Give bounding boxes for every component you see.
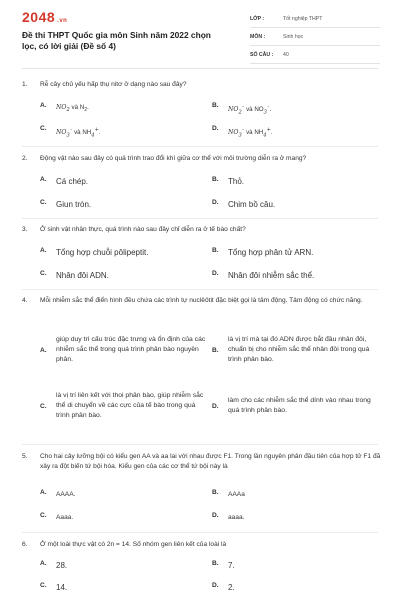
option-letter: C. xyxy=(40,512,47,519)
header-divider xyxy=(22,68,378,69)
meta-value: Tốt nghiệp THPT xyxy=(283,15,323,22)
option-a[interactable] xyxy=(40,560,67,571)
option-text: 28. xyxy=(56,561,68,570)
option-letter: C. xyxy=(40,402,47,410)
option-c[interactable] xyxy=(40,582,67,593)
exam-header xyxy=(0,0,400,70)
question-stem xyxy=(22,80,382,90)
question-text: Ở sinh vật nhân thực, quá trình nào sau đây chỉ diễn ra ở tế bào chất? xyxy=(40,226,246,233)
question-divider xyxy=(22,444,378,445)
option-a[interactable] xyxy=(40,102,89,116)
option-letter: B. xyxy=(212,176,219,183)
option-text: $NO_2$ và $N_2$. xyxy=(56,104,89,114)
question-text: Ở một loài thực vật có 2n = 14. Số nhóm gen liên kết của loài là xyxy=(40,541,227,548)
option-letter: C. xyxy=(40,270,47,277)
option-c[interactable] xyxy=(40,512,73,523)
option-letter: A. xyxy=(40,346,47,354)
meta-row-subject xyxy=(250,28,380,46)
option-a[interactable] xyxy=(40,176,88,187)
option-text: $NO_3^-$ và $NH_4^+$. xyxy=(56,127,101,139)
option-text: AAAA. xyxy=(56,491,76,498)
question-4 xyxy=(22,296,382,419)
option-letter: D. xyxy=(212,512,219,519)
question-6 xyxy=(22,540,382,592)
option-text: là vị trí liên kết với thoi phân bào, giúp nhiễm sắc thể di chuyển về các cực của tế bào trong quá trình phân bào. xyxy=(56,392,204,419)
option-letter: A. xyxy=(40,489,47,496)
question-number: 3. xyxy=(22,226,28,233)
option-letter: A. xyxy=(40,176,47,183)
option-text: Chim bồ câu. xyxy=(228,200,276,209)
option-d[interactable] xyxy=(212,384,378,428)
option-c[interactable] xyxy=(40,270,109,281)
option-text: Nhân đôi nhiễm sắc thể. xyxy=(228,271,315,280)
option-letter: D. xyxy=(212,199,219,206)
option-d[interactable] xyxy=(212,582,235,593)
option-text: Thỏ. xyxy=(228,177,245,186)
question-stem xyxy=(22,154,382,164)
option-b[interactable] xyxy=(212,560,235,571)
option-d[interactable] xyxy=(212,270,314,281)
option-text: Aaaa. xyxy=(56,514,74,521)
option-a[interactable] xyxy=(40,328,206,372)
option-text: $NO_2^-$ và $NO_3^-$. xyxy=(228,104,272,116)
option-text: 7. xyxy=(228,561,235,570)
option-text: làm cho các nhiễm sắc thể dính vào nhau trong quá trình phân bào. xyxy=(228,397,371,414)
meta-row-count xyxy=(250,46,380,64)
question-stem xyxy=(22,540,382,550)
question-number: 1. xyxy=(22,81,28,88)
exam-title: Đề thi THPT Quốc gia môn Sinh năm 2022 chọn lọc, có lời giải (Đề số 4) xyxy=(22,30,211,51)
option-text: Tổng hợp chuỗi pôlipeptit. xyxy=(56,248,149,257)
option-b[interactable] xyxy=(212,328,378,372)
option-b[interactable] xyxy=(212,247,313,258)
option-letter: B. xyxy=(212,346,219,354)
meta-label: MÔN : xyxy=(250,33,266,40)
question-text: Rễ cây chủ yếu hấp thụ nitơ ở dạng nào sau đây? xyxy=(40,81,187,88)
option-b[interactable] xyxy=(212,489,245,500)
meta-label: SỐ CÂU : xyxy=(250,51,274,58)
question-stem xyxy=(22,452,382,472)
option-c[interactable] xyxy=(40,125,101,141)
option-d[interactable] xyxy=(212,512,245,523)
option-letter: C. xyxy=(40,125,47,132)
option-d[interactable] xyxy=(212,125,273,141)
option-text: 2. xyxy=(228,583,235,592)
option-text: Tổng hợp phân tử ARN. xyxy=(228,248,314,257)
option-text: Giun tròn. xyxy=(56,200,92,209)
option-c[interactable] xyxy=(40,384,206,428)
option-letter: D. xyxy=(212,125,219,132)
option-text: 14. xyxy=(56,583,68,592)
question-number: 6. xyxy=(22,541,28,548)
question-1 xyxy=(22,80,382,139)
site-logo[interactable]: 2048 .vn xyxy=(22,9,68,25)
option-c[interactable] xyxy=(40,199,91,210)
question-divider xyxy=(22,218,378,219)
question-text: Cho hai cây lưỡng bội có kiểu gen AA và aa lai với nhau được F1. Trong lần nguyên phân đầu tiên của hợp tử F1 đã xảy ra đột biến tứ bội hóa. Kiểu gen của các cơ thể tứ bội này là xyxy=(40,453,381,470)
option-letter: B. xyxy=(212,102,219,109)
option-letter: A. xyxy=(40,247,47,254)
option-letter: A. xyxy=(40,102,47,109)
option-d[interactable] xyxy=(212,199,275,210)
meta-value: Sinh học xyxy=(283,33,304,40)
meta-label: LỚP : xyxy=(250,15,265,22)
option-a[interactable] xyxy=(40,247,148,258)
option-letter: D. xyxy=(212,582,219,589)
option-text: Nhân đôi ADN. xyxy=(56,271,109,280)
exam-meta xyxy=(250,10,380,64)
option-letter: C. xyxy=(40,199,47,206)
question-divider xyxy=(22,146,378,147)
option-letter: B. xyxy=(212,560,219,567)
option-letter: B. xyxy=(212,489,219,496)
question-divider xyxy=(22,532,378,533)
option-letter: B. xyxy=(212,247,219,254)
option-text: AAAa xyxy=(228,491,245,498)
option-b[interactable] xyxy=(212,102,271,118)
option-text: giúp duy trì cấu trúc đặc trưng và ổn định của các nhiễm sắc thể trong quá trình phân bào nguyên phân. xyxy=(56,336,206,363)
option-letter: D. xyxy=(212,402,219,410)
question-number: 5. xyxy=(22,453,28,460)
option-a[interactable] xyxy=(40,489,75,500)
meta-row-class xyxy=(250,10,380,28)
question-stem xyxy=(22,225,382,235)
question-stem xyxy=(22,296,382,306)
option-text: là vị trí mà tại đó ADN được bắt đầu nhân đôi, chuẩn bị cho nhiễm sắc thể nhân đôi trong quá trình phân bào. xyxy=(228,336,370,363)
option-letter: D. xyxy=(212,270,219,277)
option-text: Cá chép. xyxy=(56,177,89,186)
question-3 xyxy=(22,225,382,280)
question-5 xyxy=(22,452,382,521)
meta-value: 40 xyxy=(283,51,289,58)
question-number: 4. xyxy=(22,297,28,304)
option-letter: C. xyxy=(40,582,47,589)
question-2 xyxy=(22,154,382,209)
question-text: Mỗi nhiễm sắc thể điển hình đều chứa các trình tự nuclêôtit đặc biệt gọi là tâm động. Tâm động có chức năng. xyxy=(40,297,363,304)
option-text: $NO_3^-$ và $NH_4^+$. xyxy=(228,127,273,139)
option-letter: A. xyxy=(40,560,47,567)
question-number: 2. xyxy=(22,155,28,162)
question-divider xyxy=(22,289,378,290)
question-text: Động vật nào sau đây có quá trình trao đổi khí giữa cơ thể với môi trường diễn ra ở mang? xyxy=(40,155,307,162)
option-text: aaaa. xyxy=(228,514,245,521)
option-b[interactable] xyxy=(212,176,244,187)
